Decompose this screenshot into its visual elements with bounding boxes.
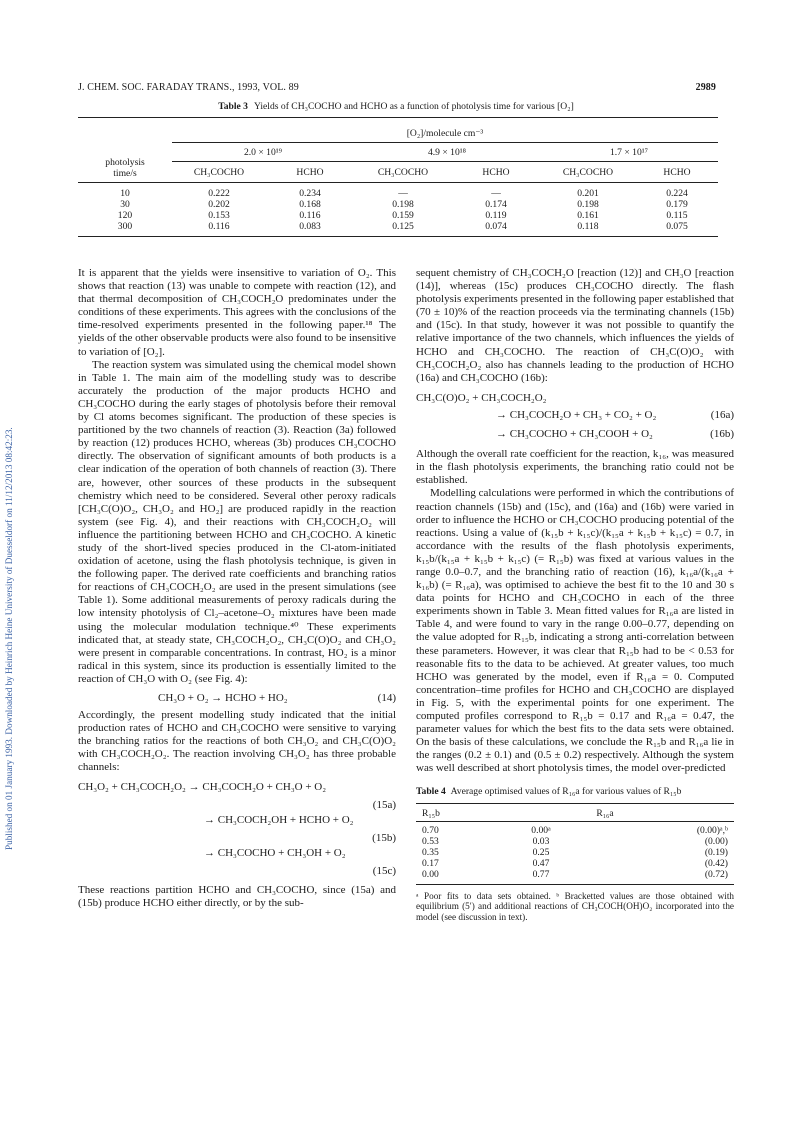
table-cell: 0.234 [299,188,321,199]
equation-text: → CH₃COCHO + CH₃OH + O₂ [204,846,346,859]
table-cell: (0.19) [704,846,728,858]
right-column [416,267,734,923]
table-cell: 0.119 [485,210,507,221]
equation-14 [78,692,396,705]
equation-number: (15c) [372,865,396,878]
table-cell: 0.47 [532,858,550,870]
table-cell: 0.075 [666,221,688,232]
table-cell: 0.159 [392,210,414,221]
table3-spanner: [O₂]/molecule cm⁻³ [172,124,718,143]
download-notice [4,150,16,850]
left-column [78,267,396,910]
table-cell: 0.202 [208,199,230,210]
group-header: 1.7 × 10¹⁷ [540,143,718,162]
column-header: HCHO [482,166,510,178]
table-row [416,825,734,836]
paragraph: Modelling calculations were performed in which the contributions of reaction channels (15b) and (15c), and (16a) and (16b) were varied in order to influence the HCHO or CH₃COCHO producing potential of the reactions. Using a value of (k₁₅b + k₁₅c)/(k₁₅a + k₁₅b + k₁₅c) = 0.7, in accordance with the results of the flash photolysis experiments, k₁₅b/(k₁₅a + k₁₅b + k₁₅c) (= R₁₅b) was fixed at various values in the range 0.0–0.7, and the branching ratio of reaction (16), k₁₆a/(k₁₆a + k₁₆b) (= R₁₆a), was optimised to achieve the best fit to the 10 and 30 s data points for HCHO and CH₃COCHO in each of the three experiments shown in Table 3. Mean fitted values for R₁₆a are listed in Table 4, and were found to vary in the range 0.00–0.77, depending on the value adopted for R₁₅b, indicating a strong anti-correlation between these parameters. However, it was clear that R₁₅b had to be < 0.53 for reasonable fits to the data to be achieved. At greater values, too much HCHO was generated by the model, even if R₁₆a = 0. Computed concentration–time profiles for HCHO and CH₃COCHO are displayed in Fig. 5, with the experimental points for one experiment. The computed profiles correspond to R₁₅b = 0.17 and R₁₆a = 0.47, the parameter values for which the best fits to the data sets were obtained. On the basis of these calculations, we conclude the R₁₅b and R₁₆a lie in the ranges (0.2 ± 0.1) and (0.5 ± 0.2) respectively. Although the system was well described at short photolysis times, the model over-predicted [416,487,734,775]
table4 [416,803,734,885]
group-header: 4.9 × 10¹⁸ [354,143,540,162]
equation-number: (15a) [372,798,396,811]
journal-reference: J. CHEM. SOC. FARADAY TRANS., 1993, VOL. 89 [78,82,299,93]
table-cell: 0.25 [532,846,550,858]
table4-caption [416,785,734,798]
table-cell: 0.77 [532,869,550,881]
table-row [416,836,734,847]
table-cell: 0.198 [392,199,414,210]
equation-15b [78,814,396,845]
table-row [416,869,734,880]
table-cell: 0.03 [532,835,550,847]
equation-15a [78,781,396,812]
table-cell: — [398,188,408,199]
table3-label: Table 3 [218,101,248,112]
row-header-line1: photolysis [105,157,145,168]
column-header: R₁₅b [422,807,440,819]
equation-text: CH₃O + O₂ → HCHO + HO₂ [158,692,288,704]
equation-16a [416,409,734,422]
equation-text: → CH₃COCH₂O + CH₃ + CO₂ + O₂ [496,408,657,421]
equation-number: (15b) [372,831,396,844]
table-cell: 0.083 [299,221,321,232]
table-cell: 0.115 [666,210,688,221]
table-cell: 0.074 [485,221,507,232]
equation-text: → CH₃COCH₂OH + HCHO + O₂ [204,813,354,826]
paragraph: It is apparent that the yields were insensitive to variation of O₂. This shows that reaction (13) was unable to compete with reaction (12), and that thermal decomposition of CH₃COCH₂O predominates under the conditions of these experiments. This agrees with the conclusions of the time-resolved experiments presented in the following paper.¹⁸ The yields of the other observable products were also found to be insensitive to variation of [O₂]. [78,267,397,358]
table-cell: 0.161 [577,210,599,221]
table-cell: 30 [120,199,130,210]
column-header: CH₃COCHO [377,166,429,178]
table-cell: 120 [117,210,133,221]
table-cell: (0.00) [704,835,728,847]
table4-label: Table 4 [416,786,446,798]
table-row [78,210,718,221]
table-cell: 0.70 [422,824,439,836]
table-cell: 0.116 [208,221,230,232]
table3-caption-text: Yields of CH₃COCHO and HCHO as a function of photolysis time for various [O₂] [253,101,574,112]
column-header: CH₃COCHO [193,166,245,178]
equation-number: (14) [377,692,396,704]
table-cell: 0.125 [392,221,414,232]
table-cell: 0.35 [422,846,439,858]
equation-16-lhs: CH₃C(O)O₂ + CH₃COCH₂O₂ [416,391,547,404]
paragraph: Although the overall rate coefficient for the reaction, k₁₆, was measured in the flash photolysis experiments, the branching ratio could not be established. [416,448,734,487]
table-cell: 0.222 [208,188,230,199]
column-header: R₁₆a [596,807,614,819]
equation-16b [416,428,734,441]
table-row [78,221,718,232]
table-row [416,858,734,869]
table-cell: 0.00 [422,869,439,881]
table-cell: (0.42) [704,858,728,870]
column-header: HCHO [663,166,691,178]
equation-15c [78,847,396,878]
table-cell: (0.00)ᵃ,ᵇ [696,824,728,836]
row-header-line2: time/s [113,168,137,179]
table3 [78,117,718,237]
table-cell: 0.53 [422,835,439,847]
page-header [78,82,716,93]
table-cell: 0.201 [577,188,599,199]
equation-number: (16b) [710,428,734,441]
equation-text: CH₃O₂ + CH₃COCH₂O₂ → CH₃COCH₂O + CH₃O + O₂ [78,780,327,793]
paragraph: sequent chemistry of CH₃COCH₂O [reaction (12)] and CH₃O [reaction (14)], whereas (15c) produces CH₃COCHO directly. The flash photolysis experiments presented in the following paper established that (70 ± 10)% of the reaction proceeds via the terminating channels (15b) and (15c). In that study, however it was not possible to quantify the relative importance of the two channels, which influences the yields of HCHO and CH₃COCHO. The reaction of CH₃C(O)O₂ with CH₃COCH₂O₂ also has channels leading to the production of HCHO (16a) and CH₃COCHO (16b): [416,267,734,384]
table-cell: 0.17 [422,858,439,870]
table-cell: 0.198 [577,199,599,210]
table-cell: 0.153 [208,210,230,221]
table-cell: 10 [120,188,130,199]
table-cell: 0.00ᵃ [531,824,551,836]
table-cell: (0.72) [704,869,728,881]
table-cell: 0.179 [666,199,688,210]
table4-footnote: ᵃ Poor fits to data sets obtained. ᵇ Bracketted values are those obtained with equilibrium (5′) and additional reactions of CH₃COCH(OH)O₂ incorporated into the model (see discussion in text). [416,890,734,923]
table-cell: 0.116 [299,210,321,221]
table4-caption-text: Average optimised values of R₁₆a for various values of R₁₅b [450,786,682,798]
equation-number: (16a) [710,408,734,421]
table-row [416,847,734,858]
table-row [78,188,718,199]
equation-text: → CH₃COCHO + CH₃COOH + O₂ [496,428,653,441]
download-notice-text: Published on 01 January 1993. Downloaded by Heinrich Heine University of Duesseldorf on 11/12/2013 08:42:23. [4,427,14,850]
column-header: HCHO [296,166,324,178]
column-header: CH₃COCHO [562,166,614,178]
table-cell: 0.174 [485,199,507,210]
paragraph: Accordingly, the present modelling study indicated that the initial production rates of HCHO and CH₃COCHO were sensitive to varying the branching ratios for the reactions of both CH₃O₂ and CH₃C(O)O₂ with CH₃COCH₂O₂. The reaction involving CH₃O₂ has three probable channels: [78,709,396,774]
table3-caption [0,101,792,112]
table-cell: 0.224 [666,188,688,199]
table-cell: 0.118 [577,221,599,232]
table-cell: — [491,188,501,199]
table-cell: 300 [117,221,133,232]
page-number: 2989 [695,82,716,93]
group-header: 2.0 × 10¹⁹ [172,143,354,162]
paragraph: These reactions partition HCHO and CH₃COCHO, since (15a) and (15b) produce HCHO either directly, or by the sub- [78,884,396,910]
table-cell: 0.168 [299,199,321,210]
paragraph: The reaction system was simulated using the chemical model shown in Table 1. The main aim of the modelling study was to describe accurately the production of the major products HCHO and CH₃COCHO during the early stages of photolysis before their removal by Cl atoms becomes significant. The production of these species is partitioned by the two channels of reaction (3). Reaction (3a) followed by reaction (12) produces HCHO, whereas (3b) produces CH₃COCHO directly. The observation of significant amounts of both products is a clear indication of the operation of both channels of reaction (3). There are, however, other sources of these products in the subsequent chemistry which need to be considered. Several other peroxy radicals [CH₃C(O)O₂, CH₃O₂ and HO₂] are produced rapidly in the reaction system (see Fig. 4), and their reactions with CH₃COCH₂O₂ will influence the partitioning between HCHO and CH₃COCHO. A kinetic study of the short-lived species produced in the Cl-atom-initiated oxidation of acetone, using the flash photolysis technique, is given in the following paper. The derived rate coefficients and branching ratios for reactions of CH₃COCH₂O₂ are used in the present simulations (see Table 1). Some additional measurements of peroxy radicals during the low intensity photolysis of Cl₂–acetone–O₂ mixtures have been made using the molecular modulation technique.⁴⁰ These experiments indicated that, at steady state, CH₃COCH₂O₂, CH₃C(O)O₂ and CH₃O₂ were present in comparable concentrations. In contrast, HO₂ is a minor radical in this system, since its production is essentially limited to the reaction of CH₃O with O₂ (see Fig. 4): [78,358,396,685]
table-row [78,199,718,210]
